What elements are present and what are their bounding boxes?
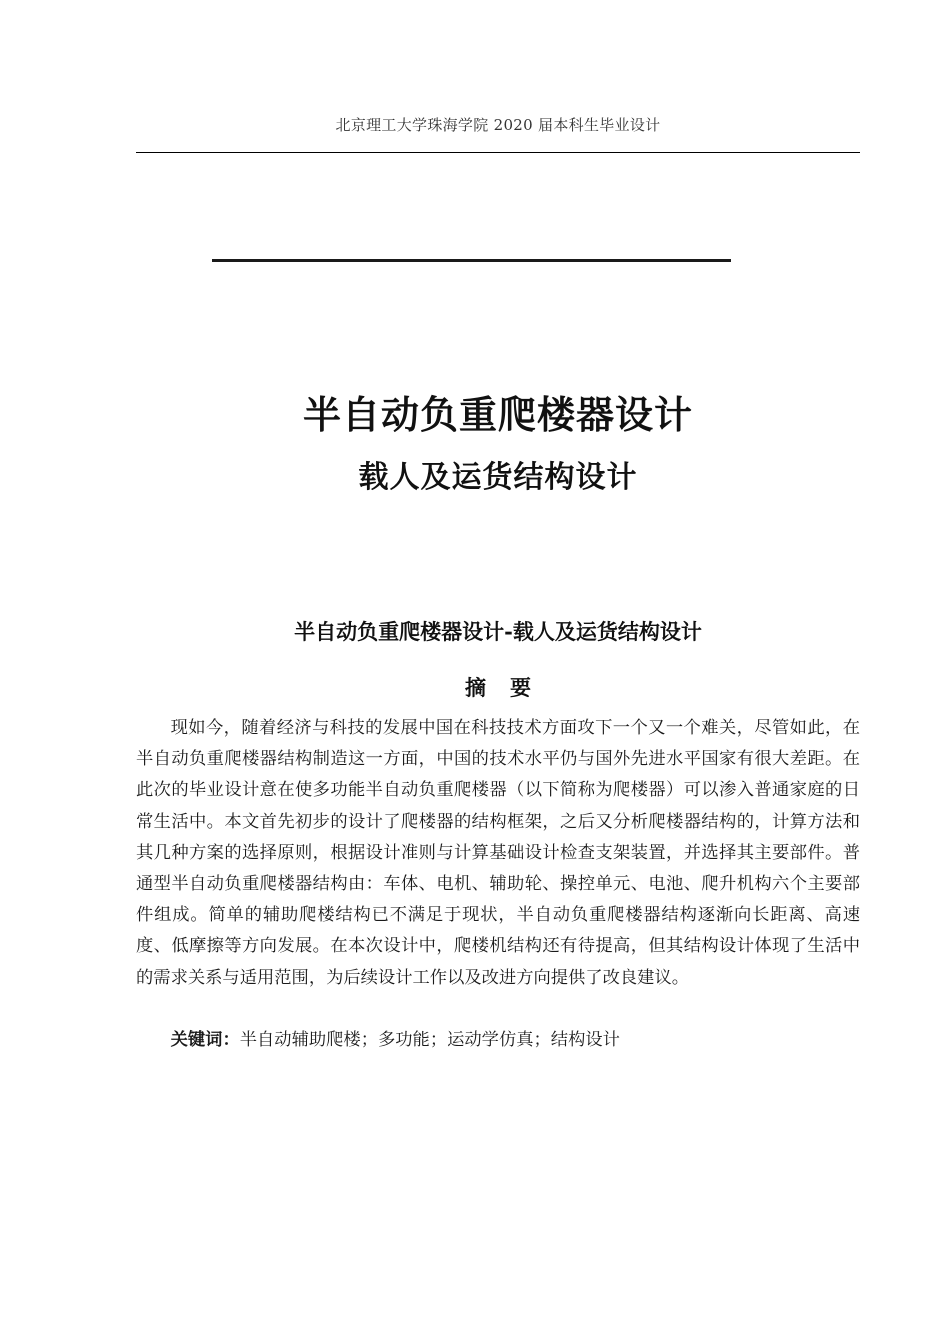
sub-title: 载人及运货结构设计: [358, 460, 638, 495]
title-divider: [212, 259, 731, 262]
keywords-label: 关键词：: [170, 1030, 240, 1050]
page-header: 北京理工大学珠海学院 2020 届本科生毕业设计: [335, 116, 661, 134]
abstract-label: 摘要: [465, 675, 555, 700]
abstract-title: 半自动负重爬楼器设计-载人及运货结构设计: [294, 619, 702, 644]
abstract-body: 现如今，随着经济与科技的发展中国在科技技术方面攻下一个又一个难关，尽管如此，在半自动负重爬楼器结构制造这一方面，中国的技术水平仍与国外先进水平国家有很大差距。在此次的毕业设计意在使多功能半自动负重爬楼器（以下简称为爬楼器）可以渗入普通家庭的日常生活中。本文首先初步的设计了爬楼器的结构框架，之后又分析爬楼器结构的，计算方法和其几种方案的选择原则，根据设计准则与计算基础设计检查支架装置，并选择其主要部件。普通型半自动负重爬楼器结构由：车体、电机、辅助轮、操控单元、电池、爬升机构六个主要部件组成。简单的辅助爬楼结构已不满足于现状，半自动负重爬楼器结构逐渐向长距离、高速度、低摩擦等方向发展。在本次设计中，爬楼机结构还有待提高，但其结构设计体现了生活中的需求关系与适用范围，为后续设计工作以及改进方向提供了改良建议。: [136, 718, 860, 988]
header-divider: [136, 152, 860, 153]
main-title: 半自动负重爬楼器设计: [302, 392, 693, 437]
keywords-text: 半自动辅助爬楼；多功能；运动学仿真；结构设计: [239, 1030, 620, 1050]
keywords-line: [136, 1025, 860, 1056]
